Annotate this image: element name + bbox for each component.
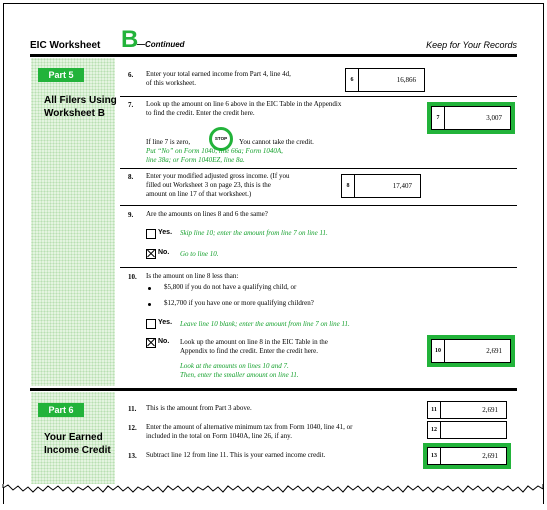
line10-box[interactable]: 10 2,691 [431,339,511,363]
worksheet-header [30,28,517,54]
line10-yes-checkbox[interactable] [146,319,156,329]
line11-number: 11. [128,405,137,413]
line8-box[interactable]: 8 17,407 [341,174,421,198]
line12-box[interactable]: 12 [427,421,507,439]
line10-condition-2: $12,700 if you have one or more qualifying children? [164,299,314,307]
divider [120,267,517,268]
line6-value: 16,866 [396,76,416,84]
stop-icon: STOP [209,127,233,151]
line10-value: 2,691 [486,347,502,355]
line11-value: 2,691 [482,406,498,414]
line7-text: Look up the amount on line 6 above in the EIC Table in the Appendix to find the credit. Enter the credit here. [146,100,342,117]
line13-text: Subtract line 12 from line 11. This is your earned income credit. [146,451,326,459]
torn-edge [0,484,547,510]
worksheet-letter: B [121,26,139,53]
line7-number: 7. [128,101,134,109]
line7-value: 3,007 [486,114,502,122]
line11-box[interactable]: 11 2,691 [427,401,507,419]
header-rule [30,54,517,57]
keep-records-note: Keep for Your Records [426,40,517,50]
bullet [148,303,151,306]
part5-title: All Filers Using Worksheet B [44,95,117,119]
divider [120,168,517,169]
line8-number: 8. [128,173,134,181]
line9-no-instruction: Go to line 10. [180,250,219,258]
line13-number: 13. [128,452,137,460]
line6-box[interactable]: 6 16,866 [345,68,425,92]
continued-label: —Continued [137,40,185,49]
line10-number: 10. [128,273,137,281]
bullet [148,287,151,290]
line12-text: Enter the amount of alternative minimum tax from Form 1040, line 41, or included in the total on Form 1040A, line 26, if any. [146,423,353,440]
line12-number: 12. [128,424,137,432]
line7-box[interactable]: 7 3,007 [431,106,511,130]
line10-no-checkbox[interactable] [146,338,156,348]
part6-badge: Part 6 [38,403,84,417]
divider [120,96,517,97]
line6-text: Enter your total earned income from Part 4, line 4d, of this worksheet. [146,70,291,87]
line10-condition-1: $5,800 if you do not have a qualifying child, or [164,283,297,291]
line13-value: 2,691 [482,452,498,460]
line13-box[interactable]: 13 2,691 [427,447,507,465]
line10-yes-label: Yes. [158,319,173,326]
line9-question: Are the amounts on lines 8 and 6 the same? [146,210,268,218]
stop-prefix: If line 7 is zero, [146,138,191,146]
line10-no-instruction: Look up the amount on line 8 in the EIC Table in the Appendix to find the credit. Enter the credit here. [180,338,328,355]
line8-value: 17,407 [392,182,412,190]
stop-suffix: You cannot take the credit. [239,138,314,146]
line9-yes-label: Yes. [158,229,173,236]
worksheet-title: EIC Worksheet [30,40,101,51]
line9-number: 9. [128,211,134,219]
line9-yes-checkbox[interactable] [146,229,156,239]
line9-no-label: No. [158,249,170,256]
line10-no-label: No. [158,338,170,345]
line9-yes-instruction: Skip line 10; enter the amount from line 7 on line 11. [180,229,328,237]
divider [120,205,517,206]
line11-text: This is the amount from Part 3 above. [146,404,252,412]
part6-title: Your Earned Income Credit [44,432,111,456]
part5-badge: Part 5 [38,68,84,82]
line6-number: 6. [128,71,134,79]
line10-compare-note: Look at the amounts on lines 10 and 7. Then, enter the smaller amount on line 11. [180,362,299,379]
line9-no-checkbox[interactable] [146,249,156,259]
line10-question: Is the amount on line 8 less than: [146,272,239,280]
line10-yes-instruction: Leave line 10 blank; enter the amount from line 7 on line 11. [180,320,350,328]
line8-text: Enter your modified adjusted gross income. (If you filled out Worksheet 3 on page 23, this is the amount on line 17 of that worksheet.) [146,172,290,198]
stop-instructions: Put “No” on Form 1040, line 66a; Form 1040A, line 38a; or Form 1040EZ, line 8a. [146,147,283,164]
part-divider [30,388,517,391]
